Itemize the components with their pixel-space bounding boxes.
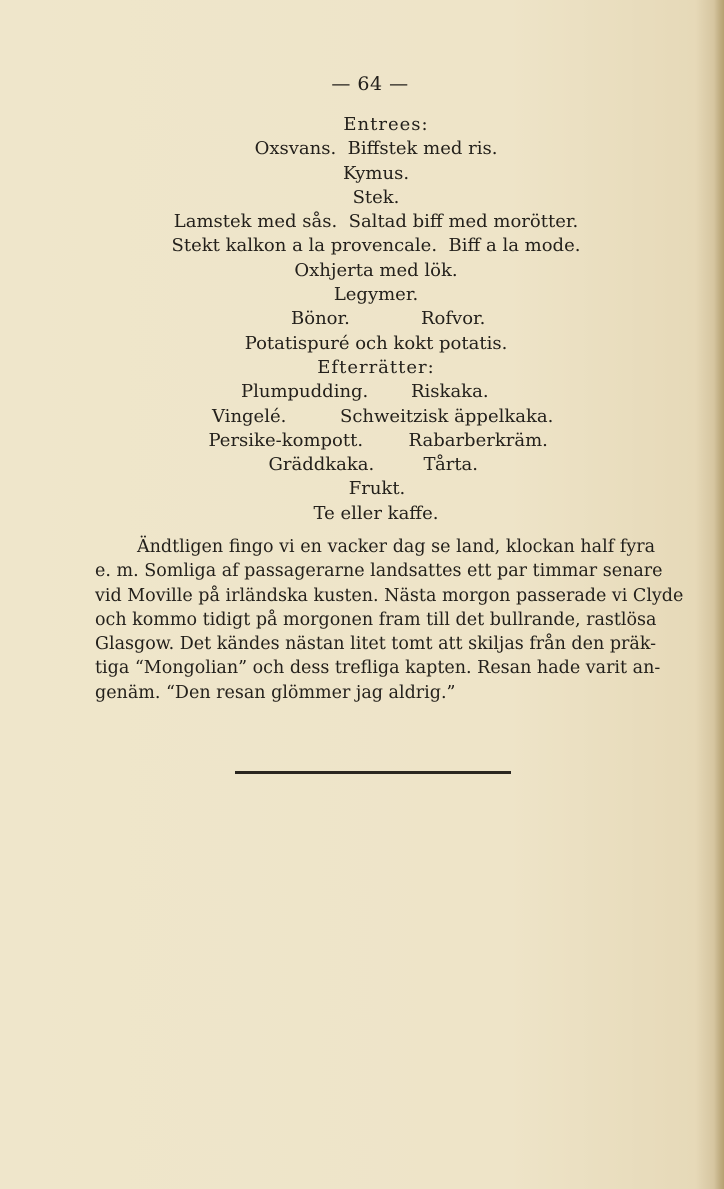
menu-line: Stek. xyxy=(352,186,400,208)
menu-item-left: Vingelé. xyxy=(212,405,287,427)
menu-line: Potatispuré och kokt potatis. xyxy=(244,332,508,354)
entrees-heading: Entrees: xyxy=(343,114,429,135)
paragraph-line-text: genäm. “Den resan glömmer jag aldrig.” xyxy=(95,682,456,703)
menu-line: Kymus. xyxy=(342,162,410,184)
paragraph-line-text: e. m. Somliga af passagerarne landsattes ett par timmar senare xyxy=(95,561,663,582)
menu-item-right: Riskaka. xyxy=(411,381,489,403)
menu-line: Lamstek med sås. Saltad biff med morötter. xyxy=(173,211,579,233)
paragraph-line-text: vid Moville på irländska kusten. Nästa morgon passerade vi Clyde xyxy=(95,585,684,606)
menu-line-pair xyxy=(150,405,602,429)
paragraph-line xyxy=(95,632,655,656)
page-number: — 64 — xyxy=(331,73,409,95)
page-edge-shadow xyxy=(714,0,724,1189)
menu-item-right: Rofvor. xyxy=(421,308,486,330)
paragraph-line-text: tiga “Mongolian” och dess trefliga kapten. Resan hade varit an- xyxy=(95,658,661,679)
menu-line: Stekt kalkon a la provencale. Biff a la mode. xyxy=(171,235,581,257)
menu-line: Frukt. xyxy=(348,478,406,500)
menu-line-pair xyxy=(150,429,602,453)
closing-paragraph xyxy=(95,535,684,705)
menu-line: Te eller kaffe. xyxy=(313,502,439,524)
paragraph-line-text: Glasgow. Det kändes nästan litet tomt att skiljas från den präk- xyxy=(95,634,657,655)
menu-item-right: Tårta. xyxy=(423,454,479,476)
paragraph-line xyxy=(95,535,655,559)
menu-line: Legymer. xyxy=(333,284,419,306)
end-rule xyxy=(235,771,511,774)
menu-line-pair xyxy=(150,307,602,331)
paragraph-line-text: och kommo tidigt på morgonen fram till det bullrande, rastlösa xyxy=(95,609,657,630)
paragraph-line-text: Ändtligen fingo vi en vacker dag se land, klockan half fyra xyxy=(137,537,655,557)
paragraph-line xyxy=(95,608,655,632)
menu-item-left: Bönor. xyxy=(291,308,350,330)
menu-item-left: Gräddkaka. xyxy=(268,454,375,476)
menu-line: Oxhjerta med lök. xyxy=(294,259,458,281)
menu-item-right: Schweitzisk äppelkaka. xyxy=(340,405,554,427)
menu-line-pair xyxy=(150,453,602,477)
menu-item-left: Plumpudding. xyxy=(241,381,369,403)
menu-line-pair xyxy=(150,380,602,404)
paragraph-line xyxy=(95,681,655,705)
paragraph-line xyxy=(95,584,684,608)
paragraph-line xyxy=(95,656,661,680)
paragraph-line xyxy=(95,559,663,583)
menu-item-right: Rabarberkräm. xyxy=(408,429,548,451)
efterratter-heading: Efterrätter: xyxy=(317,356,435,378)
menu-list xyxy=(150,113,602,526)
menu-line: Oxsvans. Biffstek med ris. xyxy=(254,138,498,160)
menu-item-left: Persike-kompott. xyxy=(208,429,364,451)
